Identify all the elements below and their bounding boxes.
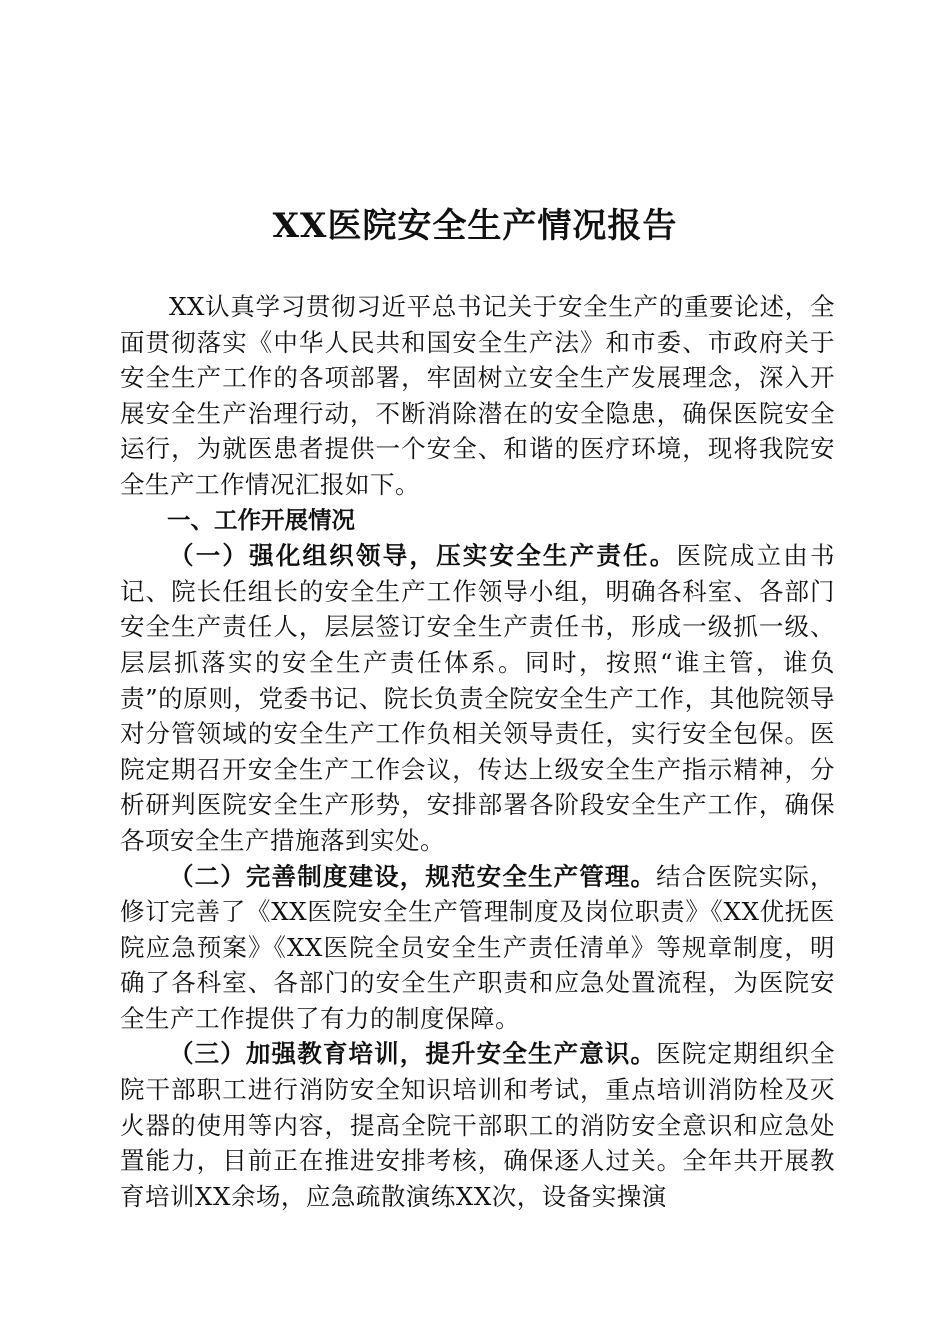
paragraph-2 — [120, 859, 835, 1037]
paragraph-2-lead: （二）完善制度建设，规范安全生产管理。 — [169, 861, 657, 891]
paragraph-3 — [120, 1036, 835, 1214]
intro-paragraph: XX认真学习贯彻习近平总书记关于安全生产的重要论述，全面贯彻落实《中华人民共和国安全生产法》和市委、市政府关于安全生产工作的各项部署，牢固树立安全生产发展理念，深入开展安全生产治理行动，不断消除潜在的安全隐患，确保医院安全运行，为就医患者提供一个安全、和谐的医疗环境，现将我院安全生产工作情况汇报如下。 — [120, 292, 835, 499]
paragraph-1-body: 医院成立由书记、院长任组长的安全生产工作领导小组，明确各科室、各部门安全生产责任人，层层签订安全生产责任书，形成一级抓一级、层层抓落实的安全生产责任体系。同时，按照“谁主管，谁负责”的原则，党委书记、院长负责全院安全生产工作，其他院领导对分管领域的安全生产工作负相关领导责任，实行安全包保。医院定期召开安全生产工作会议，传达上级安全生产指示精神，分析研判医院安全生产形势，安排部署各阶段安全生产工作，确保各项安全生产措施落到实处。 — [120, 541, 836, 855]
section-heading: 一、工作开展情况 — [167, 505, 355, 534]
page-title: XX医院安全生产情况报告 — [272, 206, 678, 246]
paragraph-1-lead: （一）强化组织领导，压实安全生产责任。 — [169, 541, 677, 571]
paragraph-1 — [120, 538, 835, 858]
paragraph-3-lead: （三）加强教育培训，提升安全生产意识。 — [169, 1039, 657, 1069]
document-body — [120, 289, 835, 1214]
paragraph-3-body: 医院定期组织全院干部职工进行消防安全知识培训和考试，重点培训消防栓及灭火器的使用等内容，提高全院干部职工的消防安全意识和应急处置能力，目前正在推进安排考核，确保逐人过关。全年共开展教育培训XX余场，应急疏散演练XX次，设备实操演 — [120, 1039, 836, 1211]
paragraph-2-body: 结合医院实际，修订完善了《XX医院安全生产管理制度及岗位职责》《XX优抚医院应急预案》《XX医院全员安全生产责任清单》等规章制度，明确了各科室、各部门的安全生产职责和应急处置流程，为医院安全生产工作提供了有力的制度保障。 — [120, 861, 836, 1033]
